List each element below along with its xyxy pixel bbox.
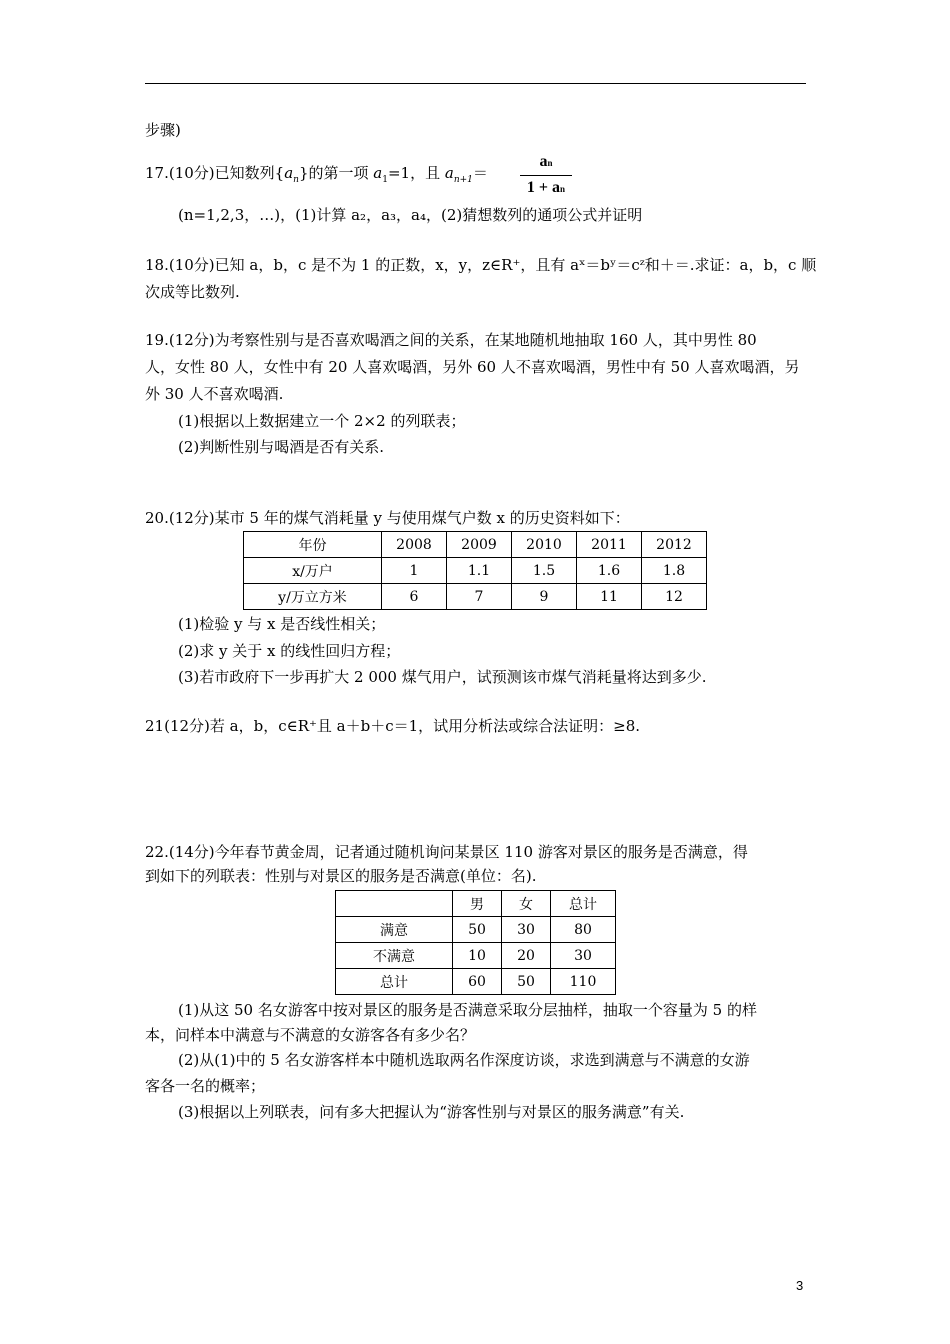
table-row — [336, 969, 616, 995]
table-cell: 2012 — [642, 532, 707, 558]
q22-sub1b: 本，问样本中满意与不满意的女游客各有多少名？ — [145, 1026, 476, 1044]
table-cell: 男 — [453, 891, 502, 917]
q22-table — [335, 890, 616, 995]
table-cell: 女 — [502, 891, 551, 917]
table-cell: 60 — [453, 969, 502, 995]
table-cell: 110 — [551, 969, 616, 995]
table-cell: 50 — [453, 917, 502, 943]
table-cell: 满意 — [336, 917, 453, 943]
q17-line2: (n=1,2,3，…)，(1)计算 a₂，a₃，a₄，(2)猜想数列的通项公式并证明 — [178, 206, 643, 224]
continued-text: 步骤) — [145, 121, 181, 139]
table-cell: 1.5 — [512, 558, 577, 584]
table-cell: 11 — [577, 584, 642, 610]
table-cell: x/万户 — [244, 558, 382, 584]
table-cell: 年份 — [244, 532, 382, 558]
table-cell: 10 — [453, 943, 502, 969]
table-row — [244, 532, 707, 558]
q17-fraction: an 1 + an — [520, 152, 572, 199]
q17-line1: 17.(10分)已知数列$\{a_n\}$的第一项 $a_1=1$，且 $a_{n+1}=$ — [145, 164, 488, 185]
q22-sub2b: 客各一名的概率； — [145, 1077, 266, 1095]
table-cell: 总计 — [551, 891, 616, 917]
table-cell: 50 — [502, 969, 551, 995]
table-cell: 30 — [551, 943, 616, 969]
table-cell: 1 — [382, 558, 447, 584]
table-row — [244, 584, 707, 610]
table-cell: 2011 — [577, 532, 642, 558]
q20-sub2: (2)求 y 关于 x 的线性回归方程； — [178, 642, 401, 660]
table-cell: 2010 — [512, 532, 577, 558]
q22-line1: 22.(14分)今年春节黄金周，记者通过随机询问某景区 110 游客对景区的服务是否满意，得 — [145, 843, 748, 861]
table-cell: 6 — [382, 584, 447, 610]
table-cell — [336, 891, 453, 917]
table-cell: 1.1 — [447, 558, 512, 584]
table-row — [336, 943, 616, 969]
q20-sub3: (3)若市政府下一步再扩大 2 000 煤气用户，试预测该市煤气消耗量将达到多少. — [178, 668, 707, 686]
header-rule — [145, 83, 806, 84]
table-cell: 2008 — [382, 532, 447, 558]
table-cell: 1.6 — [577, 558, 642, 584]
table-cell: 12 — [642, 584, 707, 610]
table-cell: 9 — [512, 584, 577, 610]
q18-line2: 次成等比数列. — [145, 283, 240, 301]
table-cell: 80 — [551, 917, 616, 943]
table-cell: 30 — [502, 917, 551, 943]
q22-sub3: (3)根据以上列联表，问有多大把握认为“游客性别与对景区的服务满意”有关. — [178, 1103, 685, 1121]
q19-line1: 19.(12分)为考察性别与是否喜欢喝酒之间的关系，在某地随机地抽取 160 人，其中男性 80 — [145, 331, 757, 349]
q21-line1: 21(12分)若 a，b，c∈R⁺且 a＋b＋c＝1，试用分析法或综合法证明：≥8. — [145, 717, 641, 735]
table-cell: y/万立方米 — [244, 584, 382, 610]
table-cell: 不满意 — [336, 943, 453, 969]
q22-sub2a: (2)从(1)中的 5 名女游客样本中随机选取两名作深度访谈，求选到满意与不满意的女游 — [178, 1051, 750, 1069]
q19-line3: 外 30 人不喜欢喝酒. — [145, 385, 284, 403]
q19-line2: 人，女性 80 人，女性中有 20 人喜欢喝酒，另外 60 人不喜欢喝酒，男性中有 50 人喜欢喝酒，另 — [145, 358, 800, 376]
q20-line1: 20.(12分)某市 5 年的煤气消耗量 y 与使用煤气户数 x 的历史资料如下： — [145, 509, 630, 527]
q20-sub1: (1)检验 y 与 x 是否线性相关； — [178, 615, 386, 633]
q19-sub2: (2)判断性别与喝酒是否有关系. — [178, 438, 385, 456]
table-cell: 20 — [502, 943, 551, 969]
q18-line1: 18.(10分)已知 a，b，c 是不为 1 的正数，x，y，z∈R⁺，且有 aˣ＝bʸ＝cᶻ和＋＝.求证：a，b，c 顺 — [145, 256, 817, 274]
q22-line2: 到如下的列联表：性别与对景区的服务是否满意(单位：名). — [145, 867, 537, 885]
table-cell: 1.8 — [642, 558, 707, 584]
page-number: 3 — [796, 1278, 804, 1293]
table-cell: 2009 — [447, 532, 512, 558]
table-cell: 7 — [447, 584, 512, 610]
table-cell: 总计 — [336, 969, 453, 995]
q19-sub1: (1)根据以上数据建立一个 2×2 的列联表； — [178, 412, 466, 430]
table-row — [336, 917, 616, 943]
q22-sub1a: (1)从这 50 名女游客中按对景区的服务是否满意采取分层抽样，抽取一个容量为 5 的样 — [178, 1001, 757, 1019]
table-row — [336, 891, 616, 917]
q20-table — [243, 531, 707, 610]
table-row — [244, 558, 707, 584]
